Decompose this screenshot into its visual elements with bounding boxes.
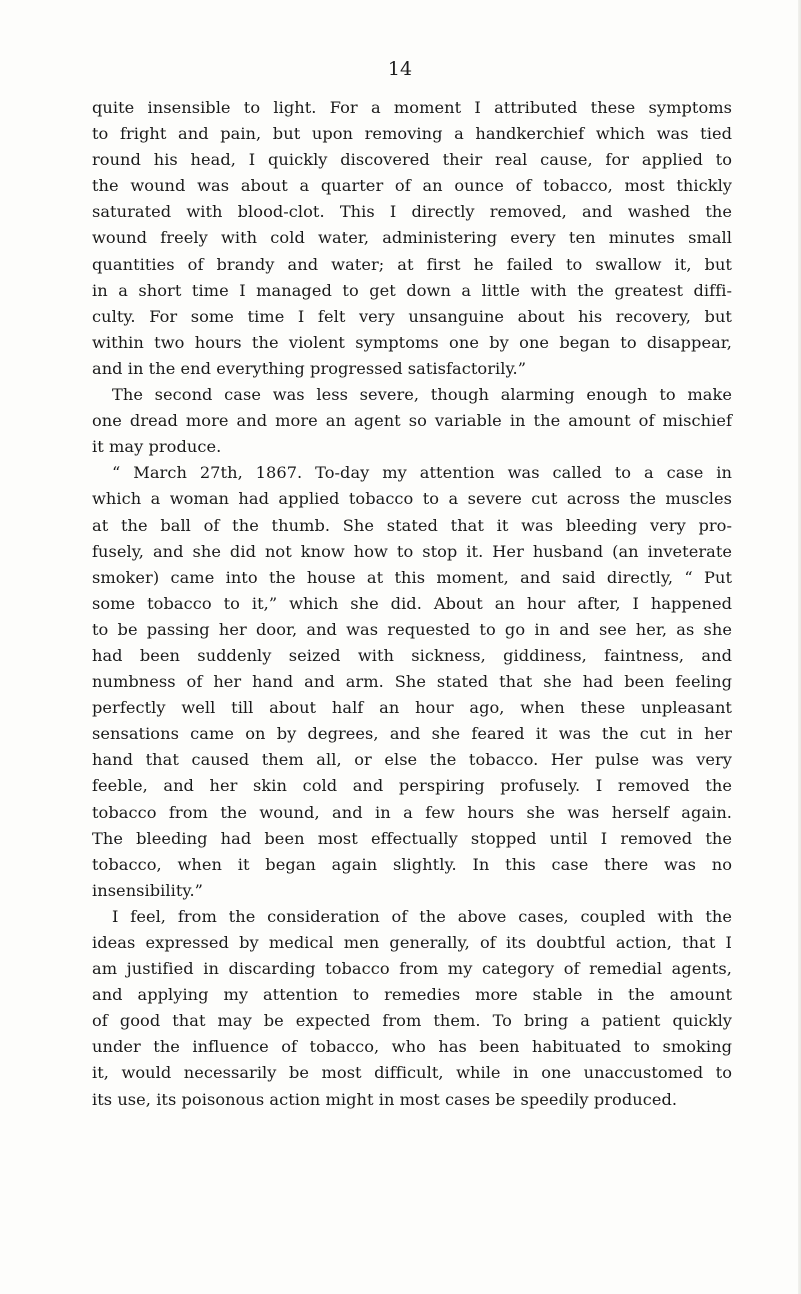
- text-line: which a woman had applied tobacco to a severe cut across the muscles: [92, 489, 732, 509]
- text-line: The bleeding had been most effectually stopped until I removed the: [92, 828, 732, 848]
- text-line: had been suddenly seized with sickness, giddiness, faintness, and: [92, 645, 732, 665]
- text-line: under the influence of tobacco, who has been habituated to smoking: [92, 1037, 732, 1057]
- text-line: quantities of brandy and water; at first he failed to swallow it, but: [92, 254, 732, 274]
- text-line: to be passing her door, and was requested to go in and see her, as she: [92, 619, 732, 639]
- text-line: saturated with blood-clot. This I directly removed, and washed the: [92, 202, 732, 222]
- text-line: culty. For some time I felt very unsanguine about his recovery, but: [92, 306, 732, 326]
- text-line: feeble, and her skin cold and perspiring profusely. I removed the: [92, 776, 732, 796]
- text-line: within two hours the violent symptoms one by one began to disappear,: [92, 332, 732, 352]
- body-text: [92, 95, 732, 1113]
- text-line: in a short time I managed to get down a little with the greatest diffi-: [92, 280, 732, 300]
- paragraph: [92, 904, 732, 1113]
- text-line: The second case was less severe, though alarming enough to make: [112, 385, 732, 405]
- text-line: it may produce.: [92, 437, 222, 457]
- text-line: round his head, I quickly discovered their real cause, for applied to: [92, 150, 732, 170]
- paragraph: [92, 460, 732, 904]
- text-line: hand that caused them all, or else the tobacco. Her pulse was very: [92, 750, 732, 770]
- text-line: tobacco from the wound, and in a few hours she was herself again.: [92, 802, 732, 822]
- text-line: it, would necessarily be most difficult, while in one unaccustomed to: [92, 1063, 732, 1083]
- text-line: perfectly well till about half an hour ago, when these unpleasant: [92, 698, 732, 718]
- text-line: insensibility.”: [92, 880, 203, 900]
- text-line: of good that may be expected from them. To bring a patient quickly: [92, 1011, 732, 1031]
- text-line: smoker) came into the house at this moment, and said directly, “ Put: [92, 567, 732, 587]
- text-line: and in the end everything progressed satisfactorily.”: [92, 358, 527, 378]
- text-line: “ March 27th, 1867. To-day my attention was called to a case in: [112, 463, 732, 483]
- paragraph: [92, 382, 732, 460]
- paragraph: [92, 95, 732, 382]
- text-line: fusely, and she did not know how to stop it. Her husband (an inveterate: [92, 541, 732, 561]
- text-line: tobacco, when it began again slightly. In this case there was no: [92, 854, 732, 874]
- text-line: some tobacco to it,” which she did. About an hour after, I happened: [92, 593, 732, 613]
- text-line: am justified in discarding tobacco from my category of remedial agents,: [92, 959, 732, 979]
- text-line: to fright and pain, but upon removing a handkerchief which was tied: [92, 124, 732, 144]
- text-line: one dread more and more an agent so variable in the amount of mischief: [92, 411, 732, 431]
- text-line: its use, its poisonous action might in most cases be speedily produced.: [92, 1089, 678, 1109]
- text-line: I feel, from the consideration of the above cases, coupled with the: [112, 906, 732, 926]
- page-number: 14: [387, 58, 413, 80]
- text-line: the wound was about a quarter of an ounce of tobacco, most thickly: [92, 176, 732, 196]
- text-line: wound freely with cold water, administering every ten minutes small: [92, 228, 732, 248]
- text-line: and applying my attention to remedies more stable in the amount: [92, 985, 732, 1005]
- text-line: numbness of her hand and arm. She stated that she had been feeling: [92, 672, 732, 692]
- text-line: at the ball of the thumb. She stated that it was bleeding very pro-: [92, 515, 732, 535]
- text-line: sensations came on by degrees, and she feared it was the cut in her: [92, 724, 732, 744]
- text-line: quite insensible to light. For a moment I attributed these symptoms: [92, 98, 732, 117]
- text-line: ideas expressed by medical men generally, of its doubtful action, that I: [92, 933, 732, 952]
